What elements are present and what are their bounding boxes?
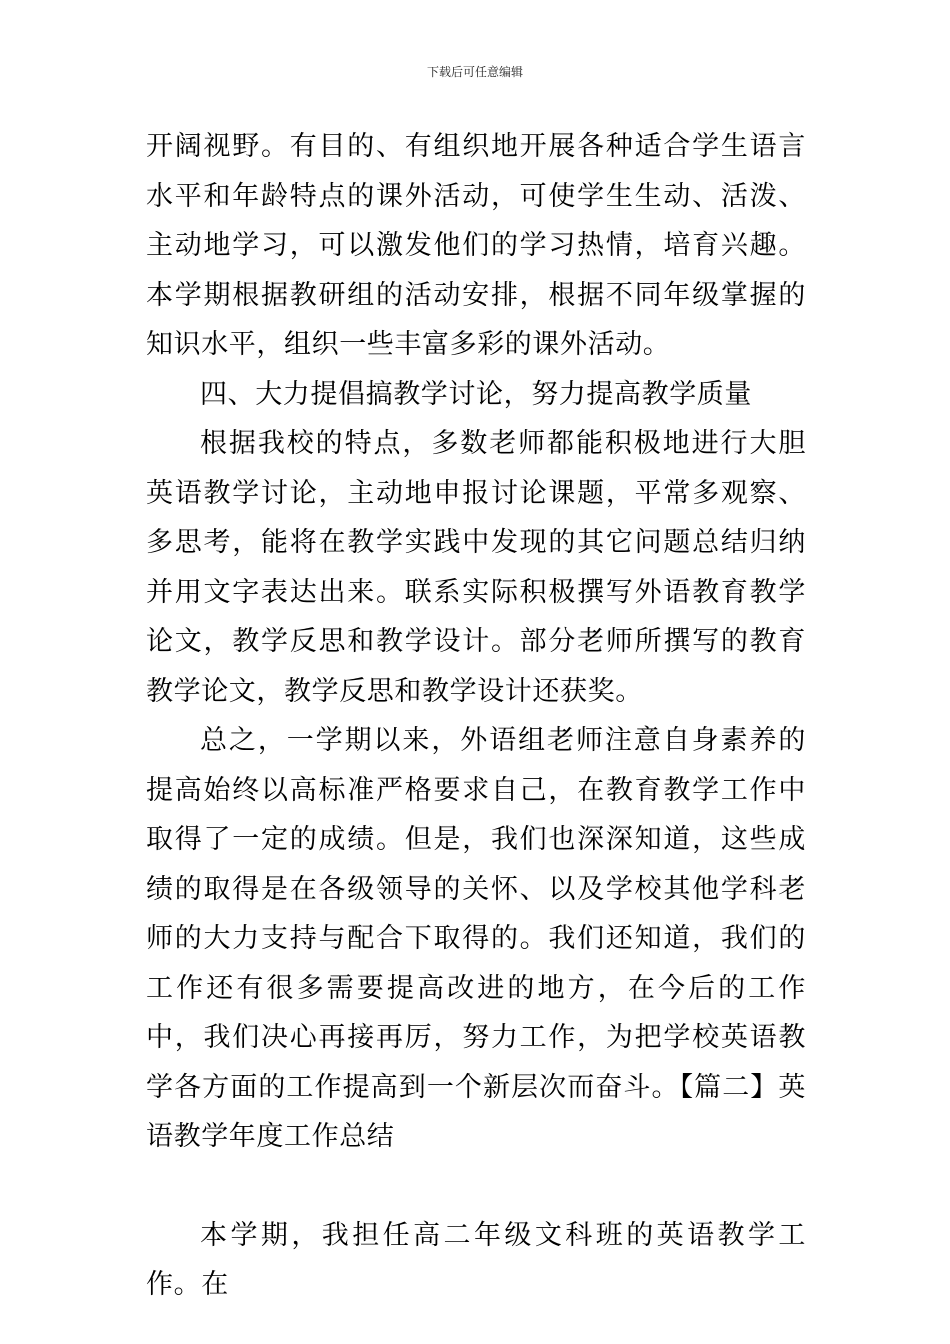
section-heading-four: 四、大力提倡搞教学讨论，努力提高教学质量	[200, 378, 752, 410]
paragraph-teaching-research: 根据我校的特点，多数老师都能积极地进行大胆英语教学讨论，主动地申报讨论课题，平常多观察、多思考，能将在教学实践中发现的其它问题总结归纳并用文字表达出来。联系实际积极撰写外语教育教学论文，教学反思和教学设计。部分老师所撰写的教育教学论文，教学反思和教学设计还获奖。	[146, 428, 806, 707]
paragraph-part-two-start: 本学期，我担任高二年级文科班的英语教学工作。在	[146, 1219, 806, 1300]
page-header-note: 下载后可任意编辑	[426, 65, 523, 79]
paragraph-summary: 总之，一学期以来，外语组老师注意自身素养的提高始终以高标准严格要求自己，在教育教学工作中取得了一定的成绩。但是，我们也深深知道，这些成绩的取得是在各级领导的关怀、以及学校其他学科老师的大力支持与配合下取得的。我们还知道，我们的工作还有很多需要提高改进的地方，在今后的工作中，我们决心再接再厉，努力工作，为把学校英语教学各方面的工作提高到一个新层次而奋斗。【篇二】英语教学年度工作总结	[146, 725, 806, 1152]
document-body	[146, 122, 806, 1310]
paragraph-gap	[146, 1162, 806, 1211]
paragraph-activities-continued: 开阔视野。有目的、有组织地开展各种适合学生语言水平和年龄特点的课外活动，可使学生生动、活泼、主动地学习，可以激发他们的学习热情，培育兴趣。本学期根据教研组的活动安排，根据不同年级掌握的知识水平，组织一些丰富多彩的课外活动。	[146, 131, 806, 360]
